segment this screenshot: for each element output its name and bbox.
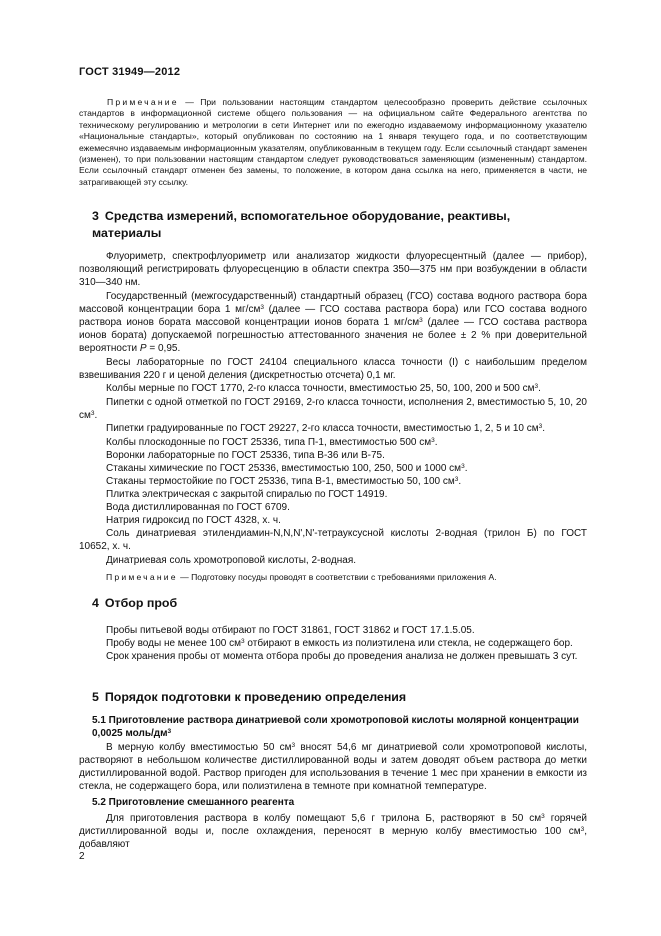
superscript: 3 [167, 728, 172, 735]
text-span: . [464, 463, 468, 474]
section-title: Порядок подготовки к проведению определения [104, 690, 407, 704]
paragraph: Весы лабораторные по ГОСТ 24104 специального класса точности (I) с наибольшим пределом взвешивания 220 г и ценой деления (дискретностью отсчета) 0,1 мг. [79, 357, 587, 381]
text-span: . [542, 423, 546, 434]
text-span: Пипетки градуированные по ГОСТ 29227, 2-го класса точности, вместимостью 1, 2, 5 и 10 см [106, 423, 539, 434]
superscript: 3 [90, 410, 95, 417]
text-span: . [434, 437, 438, 448]
text-span: = 0,95. [146, 343, 181, 354]
superscript: 3 [291, 742, 296, 749]
section-4-heading [92, 596, 177, 610]
paragraph [79, 462, 587, 475]
text-span: , добавляют [79, 826, 587, 850]
paragraph: Динатриевая соль хромотроповой кислоты, 2-водная. [106, 555, 357, 566]
text-span: горячей дистиллированной воды и, после охлаждения, переносят в мерную колбу вместимостью 100 см [79, 813, 587, 837]
text-span: Пробу воды не менее 100 см [106, 638, 241, 649]
paragraph: Натрия гидроксид по ГОСТ 4328, х. ч. [106, 515, 281, 526]
section-title: Средства измерений, вспомогательное оборудование, реактивы, материалы [92, 209, 511, 240]
text-span: . [94, 410, 98, 421]
paragraph [79, 741, 587, 793]
note-label: Примечание [107, 97, 179, 107]
paragraph [79, 812, 587, 851]
paragraph [79, 396, 587, 422]
superscript: 3 [461, 463, 465, 470]
superscript: 3 [580, 826, 585, 833]
text-span: . [458, 476, 462, 487]
paragraph: Флуориметр, спектрофлуориметр или анализатор жидкости флуоресцентный (далее — прибор), позволяющий регистрировать флуоресценцию в области спектра 350—375 нм при возбуждении в области 310—340 нм. [79, 251, 587, 288]
superscript: 3 [534, 383, 539, 390]
paragraph: Плитка электрическая с закрытой спиралью по ГОСТ 14919. [106, 489, 388, 500]
paragraph [79, 475, 587, 488]
subsection-5-2-heading: 5.2 Приготовление смешанного реагента [92, 797, 295, 808]
text-span: Колбы мерные по ГОСТ 1770, 2-го класса точности, вместимостью 25, 50, 100, 200 и 500 см [106, 383, 535, 394]
superscript: 3 [241, 638, 245, 645]
section-number: 3 [92, 209, 99, 223]
paragraph [79, 422, 587, 435]
paragraph [79, 382, 587, 395]
note-label: Примечание [106, 572, 178, 582]
subsection-5-1-heading [92, 714, 590, 740]
paragraph: Воронки лабораторные по ГОСТ 25336, типа В-36 или В-75. [106, 450, 385, 461]
section-number: 5 [92, 690, 99, 704]
paragraph: Вода дистиллированная по ГОСТ 6709. [106, 502, 290, 513]
text-span: отбирают в емкость из полиэтилена или стекла, не содержащего бор. [244, 638, 573, 649]
paragraph [79, 290, 587, 355]
text-span: (далее — ГСО состава раствора бора) или ГСО состава водного раствора ионов бората массовой концентрации ионов бората 1 мг/см [79, 304, 587, 328]
text-span: В мерную колбу вместимостью 50 см [106, 742, 292, 753]
superscript: 3 [260, 304, 264, 311]
superscript: 3 [419, 317, 423, 324]
page-header: ГОСТ 31949—2012 [79, 66, 181, 78]
text-span: вносят 54,6 мг динатриевой соли хромотроповой кислоты, растворяют в небольшом количестве дистиллированной воды и затем доводят объем раствора до метки дистиллированной водой. Раствор пригоден для использования в течение 1 мес при хранении в емкости из стекла, не содержащего бора, или полиэтилена в темноте при комнатной температуре. [79, 742, 587, 792]
text-span: (далее — ГСО состава раствора ионов бората) допускаемой погрешностью аттестованного значения не более ± 2 % при доверительной вероятности [79, 317, 587, 354]
text-span: Пипетки с одной отметкой по ГОСТ 29169, 2-го класса точности, исполнения 2, вместимостью 5, 10, 20 см [79, 397, 587, 421]
section-3-heading [92, 208, 582, 242]
note-text: — Подготовку посуды проводят в соответствии с требованиями приложения А. [177, 572, 497, 582]
section-title: Отбор проб [104, 596, 178, 610]
superscript: 3 [431, 437, 435, 444]
text-span: Стаканы химические по ГОСТ 25336, вместимостью 100, 250, 500 и 1000 см [106, 463, 462, 474]
text-span: Для приготовления раствора в колбу помещают 5,6 г трилона Б, растворяют в 50 см [106, 813, 542, 824]
superscript: 3 [454, 476, 459, 483]
text-span: Колбы плоскодонные по ГОСТ 25336, типа П-1, вместимостью 500 см [106, 437, 432, 448]
page-number: 2 [79, 851, 85, 862]
paragraph [79, 436, 587, 449]
paragraph [79, 637, 587, 650]
section-5-heading [92, 690, 406, 704]
note-dishes [79, 572, 587, 583]
text-span: Государственный (межгосударственный) стандартный образец (ГСО) состава водного раствора бора массовой концентрации бора 1 мг/см [79, 291, 587, 315]
note-text: — При пользовании настоящим стандартом целесообразно проверить действие ссылочных стандартов в информационной системе общего пользования — на официальном сайте Федерального агентства по техническому регулированию и метрологии в сети Интернет или по ежегодно издаваемому информационному указателю «Национальные стандарты», который опубликован по состоянию на 1 января текущего года, и по соответствующим ежемесячно издаваемым информационным указателям, опубликованным в текущем году. Если ссылочный стандарт заменен (изменен), то при пользовании настоящим стандартом следует руководствоваться заменяющим (измененным) стандартом. Если ссылочный стандарт отменен без замены, то положение, в котором дана ссылка на него, применяется в части, не затрагивающей эту ссылку. [79, 97, 587, 187]
superscript: 3 [541, 813, 545, 820]
subsection-title: 5.1 Приготовление раствора динатриевой соли хромотроповой кислоты молярной концентрации 0,0025 моль/дм [92, 715, 579, 739]
section-number: 4 [92, 596, 99, 610]
text-span: Стаканы термостойкие по ГОСТ 25336, типа В-1, вместимостью 50, 100 см [106, 476, 455, 487]
note-references [79, 97, 587, 188]
text-span: . [538, 383, 541, 394]
paragraph: Соль динатриевая этилендиамин-N,N,N',N'-тетрауксусной кислоты 2-водная (трилон Б) по ГОСТ 10652, х. ч. [79, 528, 587, 552]
variable: P [139, 343, 147, 354]
paragraph: Срок хранения пробы от момента отбора пробы до проведения анализа не должен превышать 3 сут. [106, 651, 578, 662]
paragraph: Пробы питьевой воды отбирают по ГОСТ 31861, ГОСТ 31862 и ГОСТ 17.1.5.05. [106, 625, 475, 636]
superscript: 3 [538, 423, 543, 430]
